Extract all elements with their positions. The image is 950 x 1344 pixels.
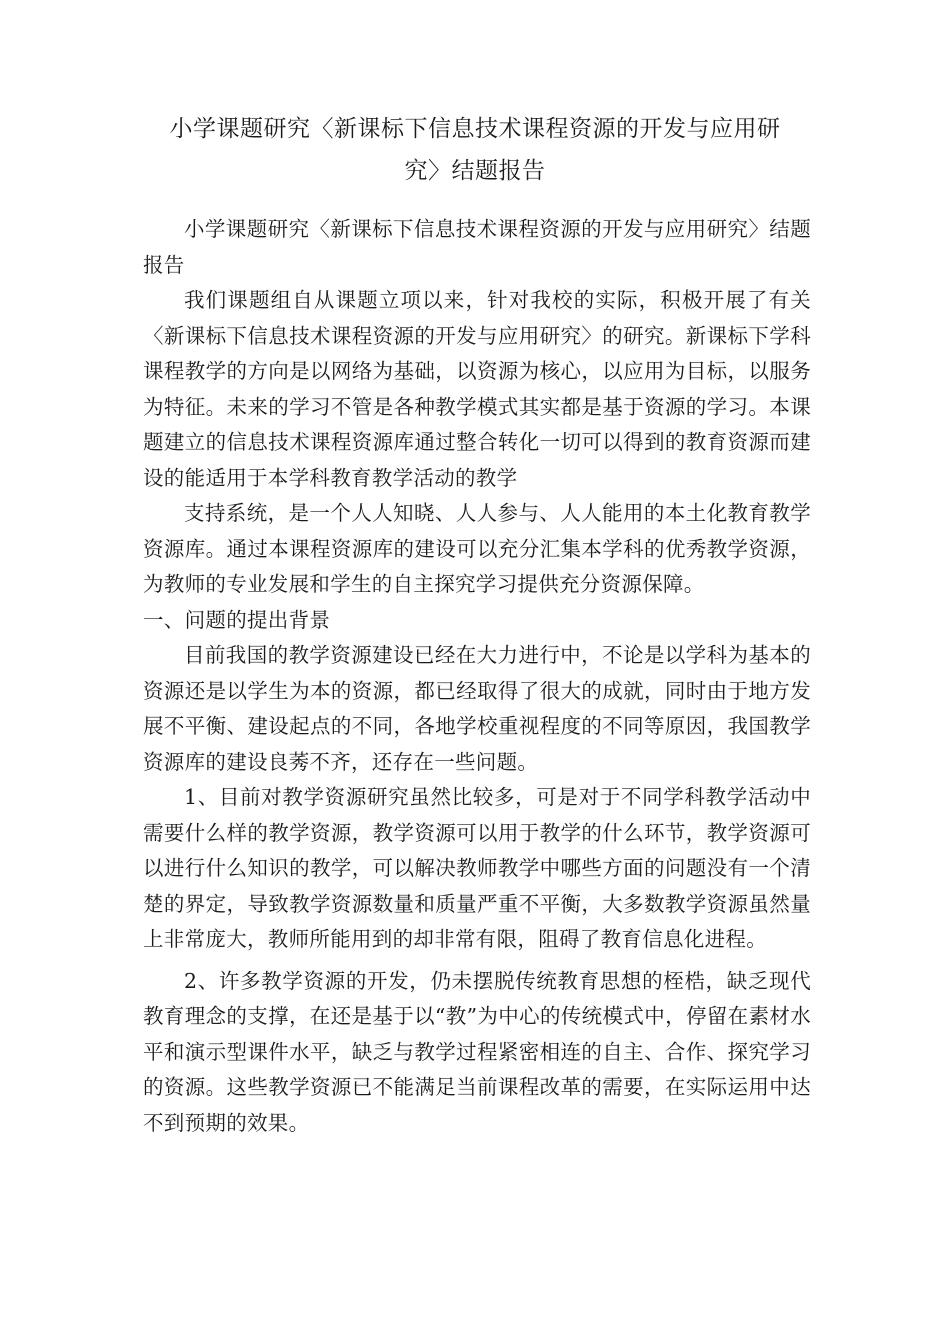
- document-body: [143, 212, 811, 1141]
- background-paragraph: 目前我国的教学资源建设已经在大力进行中，不论是以学科为基本的资源还是以学生为本的资源，都已经取得了很大的成就，同时由于地方发展不平衡、建设起点的不同，各地学校重视程度的不同等原因，我国教学资源库的建设良莠不齐，还存在一些问题。: [143, 643, 811, 774]
- document-title: [150, 108, 800, 192]
- intro-paragraph-continued: 支持系统，是一个人人知晓、人人参与、人人能用的本土化教育教学资源库。通过本课程资源库的建设可以充分汇集本学科的优秀教学资源，为教师的专业发展和学生的自主探究学习提供充分资源保障。: [143, 501, 811, 596]
- title-line-1: 小学课题研究〈新课标下信息技术课程资源的开发与应用研: [169, 116, 781, 142]
- title-line-2: 究〉结题报告: [404, 158, 546, 184]
- intro-paragraph: 我们课题组自从课题立项以来，针对我校的实际，积极开展了有关〈新课标下信息技术课程资源的开发与应用研究〉的研究。新课标下学科课程教学的方向是以网络为基础，以资源为核心，以应用为目标，以服务为特征。未来的学习不管是各种教学模式其实都是基于资源的学习。本课题建立的信息技术课程资源库通过整合转化一切可以得到的教育资源而建设的能适用于本学科教育教学活动的教学: [143, 288, 811, 490]
- problem-paragraph-2: 2、许多教学资源的开发，仍未摆脱传统教育思想的桎梏，缺乏现代教育理念的支撑，在还是基于以“教”为中心的传统模式中，停留在素材水平和演示型课件水平，缺乏与教学过程紧密相连的自主、合作、探究学习的资源。这些教学资源已不能满足当前课程改革的需要，在实际运用中达不到预期的效果。: [143, 968, 811, 1135]
- problem-paragraph-1: 1、目前对教学资源研究虽然比较多，可是对于不同学科教学活动中需要什么样的教学资源，教学资源可以用于教学的什么环节，教学资源可以进行什么知识的教学，可以解决教师教学中哪些方面的问题没有一个清楚的界定，导致教学资源数量和质量严重不平衡，大多数教学资源虽然量上非常庞大，教师所能用到的却非常有限，阻碍了教育信息化进程。: [143, 785, 811, 951]
- section-heading-background: 一、问题的提出背景: [143, 607, 331, 632]
- subtitle-paragraph: 小学课题研究〈新课标下信息技术课程资源的开发与应用研究〉结题报告: [143, 217, 811, 277]
